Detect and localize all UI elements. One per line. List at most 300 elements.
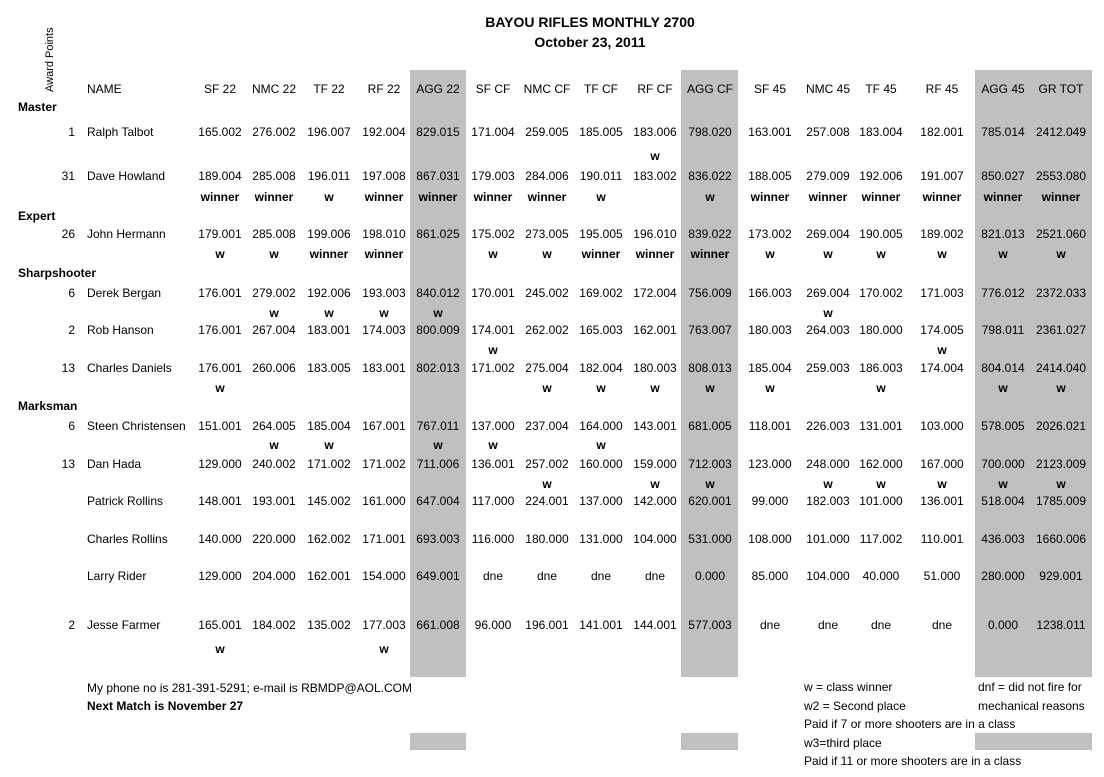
score-cell: 280.000 (981, 569, 1025, 583)
score-cell: 136.001 (471, 457, 515, 471)
score-cell: 1785.009 (1035, 494, 1087, 508)
class-label: Marksman (18, 399, 78, 413)
score-cell: 101.000 (859, 494, 903, 508)
score-cell: 183.002 (633, 169, 677, 183)
score-cell: 85.000 (751, 569, 789, 583)
score-cell: 171.002 (362, 457, 406, 471)
score-cell: 260.006 (252, 361, 296, 375)
award-mark: winner (309, 247, 349, 261)
score-cell: 800.009 (416, 323, 460, 337)
score-cell: 531.000 (688, 532, 732, 546)
agg45-footer-shade (975, 733, 1092, 750)
score-cell: 135.002 (307, 618, 351, 632)
award-mark: w (215, 247, 225, 261)
score-cell: 184.002 (252, 618, 296, 632)
legend-line: Paid if 7 or more shooters are in a class (804, 717, 1016, 731)
score-cell: 262.002 (525, 323, 569, 337)
award-mark: winner (473, 190, 513, 204)
score-cell: 2412.049 (1035, 125, 1087, 139)
award-points: 6 (68, 286, 75, 300)
score-cell: dne (931, 618, 953, 632)
score-cell: 700.000 (981, 457, 1025, 471)
award-mark: w (269, 438, 279, 452)
score-cell: 257.008 (806, 125, 850, 139)
score-cell: 829.015 (416, 125, 460, 139)
award-points: 1 (68, 125, 75, 139)
score-cell: 199.006 (307, 227, 351, 241)
score-cell: 118.001 (748, 419, 792, 433)
legend-line: w = class winner (804, 680, 893, 694)
shooter-name: Charles Rollins (87, 532, 168, 546)
score-cell: 763.007 (688, 323, 732, 337)
award-points: 26 (61, 227, 75, 241)
score-cell: dne (817, 618, 839, 632)
score-cell: 518.004 (981, 494, 1025, 508)
award-mark: w (998, 477, 1008, 491)
aggcf-footer-shade (681, 733, 738, 750)
award-mark: w (433, 306, 443, 320)
score-cell: 647.004 (416, 494, 460, 508)
score-cell: 2372.033 (1035, 286, 1087, 300)
col-header: SF 22 (203, 82, 236, 96)
score-cell: 798.011 (981, 323, 1025, 337)
score-cell: 104.000 (633, 532, 677, 546)
score-cell: 183.006 (633, 125, 677, 139)
score-cell: 144.001 (633, 618, 677, 632)
score-cell: 578.005 (981, 419, 1025, 433)
award-mark: w (937, 477, 947, 491)
col-header: TF 22 (313, 82, 345, 96)
award-mark: w (876, 247, 886, 261)
award-mark: w (488, 343, 498, 357)
score-cell: 279.009 (806, 169, 850, 183)
col-header: AGG CF (686, 82, 733, 96)
award-mark: winner (808, 190, 848, 204)
award-mark: w (876, 381, 886, 395)
score-cell: 151.001 (198, 419, 242, 433)
score-cell: 182.004 (579, 361, 623, 375)
score-cell: 140.000 (198, 532, 242, 546)
col-header: TF 45 (865, 82, 897, 96)
score-cell: 190.005 (859, 227, 903, 241)
award-points: 31 (61, 169, 75, 183)
score-cell: 276.002 (252, 125, 296, 139)
score-cell: 436.003 (981, 532, 1025, 546)
score-cell: 172.004 (633, 286, 677, 300)
score-cell: 171.003 (920, 286, 964, 300)
col-header: TF CF (584, 82, 618, 96)
award-mark: w (542, 381, 552, 395)
score-cell: 0.000 (987, 618, 1019, 632)
score-cell: 176.001 (198, 323, 242, 337)
score-cell: 170.002 (859, 286, 903, 300)
score-cell: 259.003 (806, 361, 850, 375)
score-cell: 240.002 (252, 457, 296, 471)
score-cell: 167.000 (920, 457, 964, 471)
score-cell: 175.002 (471, 227, 515, 241)
score-cell: 196.001 (525, 618, 569, 632)
score-cell: 171.001 (362, 532, 406, 546)
contact-info: My phone no is 281-391-5291; e-mail is RBMDP@AOL.COM (87, 681, 412, 695)
score-cell: 275.004 (525, 361, 569, 375)
award-mark: winner (364, 247, 404, 261)
score-cell: 185.005 (579, 125, 623, 139)
score-cell: 183.001 (362, 361, 406, 375)
col-header: GR TOT (1038, 82, 1084, 96)
award-mark: w (1056, 247, 1066, 261)
legend-line: w2 = Second place (804, 699, 906, 713)
score-cell: 661.008 (416, 618, 460, 632)
score-cell: 2414.040 (1035, 361, 1087, 375)
score-cell: 237.004 (525, 419, 569, 433)
score-cell: 165.001 (198, 618, 242, 632)
score-cell: 116.000 (471, 532, 515, 546)
score-cell: dne (644, 569, 666, 583)
dnf-note: mechanical reasons (978, 699, 1085, 713)
score-cell: 808.013 (688, 361, 732, 375)
award-mark: w (937, 247, 947, 261)
award-mark: w (379, 642, 389, 656)
score-cell: dne (870, 618, 892, 632)
score-cell: 196.007 (307, 125, 351, 139)
score-cell: 185.004 (307, 419, 351, 433)
score-cell: 185.004 (748, 361, 792, 375)
shooter-name: Steen Christensen (87, 419, 186, 433)
award-mark: winner (200, 190, 240, 204)
award-mark: w (823, 477, 833, 491)
score-cell: dne (536, 569, 558, 583)
score-cell: 245.002 (525, 286, 569, 300)
award-mark: w (650, 381, 660, 395)
score-cell: 195.005 (579, 227, 623, 241)
col-header: AGG 45 (981, 82, 1025, 96)
score-cell: 259.005 (525, 125, 569, 139)
score-cell: 177.003 (362, 618, 406, 632)
score-cell: 2123.009 (1035, 457, 1087, 471)
score-cell: 264.003 (806, 323, 850, 337)
score-cell: 173.002 (748, 227, 792, 241)
score-cell: 712.003 (688, 457, 732, 471)
score-cell: 279.002 (252, 286, 296, 300)
score-cell: 171.002 (307, 457, 351, 471)
col-header: AGG 22 (416, 82, 460, 96)
score-cell: 104.000 (806, 569, 850, 583)
class-label: Master (18, 100, 57, 114)
score-cell: 269.004 (806, 227, 850, 241)
score-cell: 162.001 (307, 569, 351, 583)
score-cell: 160.000 (579, 457, 623, 471)
score-cell: 163.001 (748, 125, 792, 139)
score-cell: 154.000 (362, 569, 406, 583)
score-cell: 193.003 (362, 286, 406, 300)
next-match: Next Match is November 27 (87, 699, 244, 713)
score-cell: 840.012 (416, 286, 460, 300)
score-cell: 171.002 (471, 361, 515, 375)
award-mark: w (705, 381, 715, 395)
score-cell: 226.003 (806, 419, 850, 433)
shooter-name: Larry Rider (87, 569, 147, 583)
award-mark: w (596, 381, 606, 395)
award-mark: w (765, 247, 775, 261)
score-cell: 196.011 (307, 169, 351, 183)
score-cell: 711.006 (416, 457, 460, 471)
score-cell: 192.006 (307, 286, 351, 300)
score-cell: 1660.006 (1035, 532, 1087, 546)
score-cell: 804.014 (981, 361, 1025, 375)
award-points: 13 (61, 361, 75, 375)
score-cell: 179.001 (198, 227, 242, 241)
score-cell: 143.001 (633, 419, 677, 433)
score-cell: 867.031 (416, 169, 460, 183)
score-cell: 204.000 (252, 569, 296, 583)
score-cell: 180.003 (748, 323, 792, 337)
score-cell: 182.001 (920, 125, 964, 139)
score-cell: 96.000 (474, 618, 512, 632)
score-cell: 174.004 (920, 361, 964, 375)
score-cell: 620.001 (688, 494, 732, 508)
col-header: NMC 22 (251, 82, 296, 96)
col-header: RF 22 (367, 82, 401, 96)
award-mark: winner (635, 247, 675, 261)
score-cell: 117.002 (859, 532, 903, 546)
award-mark: w (650, 477, 660, 491)
score-cell: 767.011 (416, 419, 460, 433)
award-mark: winner (861, 190, 901, 204)
score-cell: 186.003 (859, 361, 903, 375)
award-mark: w (1056, 381, 1066, 395)
score-cell: 180.000 (525, 532, 569, 546)
score-cell: 191.007 (920, 169, 964, 183)
class-label: Expert (18, 209, 56, 223)
score-cell: 2361.027 (1035, 323, 1087, 337)
award-mark: w (215, 642, 225, 656)
score-cell: 248.000 (806, 457, 850, 471)
col-header: SF 45 (753, 82, 786, 96)
score-cell: 141.001 (579, 618, 623, 632)
award-mark: w (765, 381, 775, 395)
award-mark: w (998, 381, 1008, 395)
score-cell: 167.001 (362, 419, 406, 433)
score-cell: 220.000 (252, 532, 296, 546)
score-cell: 183.004 (859, 125, 903, 139)
score-cell: 836.022 (688, 169, 732, 183)
score-cell: 693.003 (416, 532, 460, 546)
score-cell: 123.000 (748, 457, 792, 471)
shooter-name: Ralph Talbot (87, 125, 154, 139)
award-mark: w (324, 438, 334, 452)
score-cell: 198.010 (362, 227, 406, 241)
score-cell: 649.001 (416, 569, 460, 583)
score-cell: 148.001 (198, 494, 242, 508)
award-points: 13 (61, 457, 75, 471)
score-cell: dne (482, 569, 504, 583)
legend-line: w3=third place (804, 736, 882, 750)
award-mark: w (998, 247, 1008, 261)
award-mark: winner (418, 190, 458, 204)
score-cell: 1238.011 (1036, 618, 1086, 632)
award-mark: w (542, 477, 552, 491)
award-mark: w (937, 343, 947, 357)
score-cell: 257.002 (525, 457, 569, 471)
col-header: RF CF (637, 82, 673, 96)
score-cell: 264.005 (252, 419, 296, 433)
award-mark: winner (690, 247, 730, 261)
score-cell: 103.000 (920, 419, 964, 433)
award-mark: w (705, 190, 715, 204)
score-cell: 171.004 (471, 125, 515, 139)
score-cell: 145.002 (307, 494, 351, 508)
award-mark: w (379, 306, 389, 320)
award-mark: w (876, 477, 886, 491)
award-mark: winner (922, 190, 962, 204)
award-points: 2 (68, 618, 75, 632)
score-cell: 101.000 (806, 532, 850, 546)
dnf-note: dnf = did not fire for (978, 680, 1082, 694)
shooter-name: Dave Howland (87, 169, 166, 183)
score-cell: 174.001 (471, 323, 515, 337)
score-cell: 182.003 (806, 494, 850, 508)
score-cell: 196.010 (633, 227, 677, 241)
score-cell: 850.027 (981, 169, 1025, 183)
award-mark: w (488, 438, 498, 452)
col-header-name: NAME (87, 82, 122, 96)
score-cell: 162.001 (633, 323, 677, 337)
shooter-name: Dan Hada (87, 457, 142, 471)
col-header: NMC 45 (805, 82, 850, 96)
page-title: BAYOU RIFLES MONTHLY 2700 (485, 14, 695, 30)
score-cell: 192.004 (362, 125, 406, 139)
shooter-name: John Hermann (87, 227, 166, 241)
score-cell: 170.001 (471, 286, 515, 300)
score-cell: 161.000 (362, 494, 406, 508)
score-cell: 174.003 (362, 323, 406, 337)
shooter-name: Patrick Rollins (87, 494, 164, 508)
score-cell: 176.001 (198, 286, 242, 300)
score-cell: 99.000 (751, 494, 789, 508)
score-cell: 284.006 (525, 169, 569, 183)
score-cell: 174.005 (920, 323, 964, 337)
shooter-name: Jesse Farmer (87, 618, 161, 632)
award-points: 6 (68, 419, 75, 433)
award-mark: winner (983, 190, 1023, 204)
class-label: Sharpshooter (18, 266, 97, 280)
score-cell: 776.012 (981, 286, 1025, 300)
award-mark: winner (1041, 190, 1081, 204)
score-cell: 166.003 (748, 286, 792, 300)
score-cell: 802.013 (416, 361, 460, 375)
award-mark: w (705, 477, 715, 491)
score-cell: 183.001 (307, 323, 351, 337)
award-mark: w (542, 247, 552, 261)
score-cell: dne (759, 618, 781, 632)
shooter-name: Rob Hanson (87, 323, 154, 337)
score-cell: 193.001 (252, 494, 296, 508)
score-cell: 159.000 (633, 457, 677, 471)
award-mark: w (269, 247, 279, 261)
score-cell: 165.003 (579, 323, 623, 337)
award-points-label: Award Points (44, 27, 56, 92)
award-mark: w (433, 438, 443, 452)
score-cell: 273.005 (525, 227, 569, 241)
award-mark: w (215, 381, 225, 395)
score-cell: 681.005 (688, 419, 732, 433)
score-cell: 180.003 (633, 361, 677, 375)
award-mark: w (596, 190, 606, 204)
score-cell: 821.013 (981, 227, 1025, 241)
score-cell: 756.009 (688, 286, 732, 300)
score-cell: 189.002 (920, 227, 964, 241)
score-cell: 142.000 (633, 494, 677, 508)
award-mark: w (650, 149, 660, 163)
award-mark: winner (527, 190, 567, 204)
score-cell: 164.000 (579, 419, 623, 433)
score-cell: 162.002 (307, 532, 351, 546)
col-header: SF CF (475, 82, 511, 96)
col-header: NMC CF (523, 82, 571, 96)
score-cell: 162.000 (859, 457, 903, 471)
award-mark: w (596, 438, 606, 452)
agg22-footer-shade (410, 733, 466, 750)
score-cell: 785.014 (981, 125, 1025, 139)
score-cell: 137.000 (471, 419, 515, 433)
score-cell: 131.001 (859, 419, 903, 433)
award-mark: w (823, 306, 833, 320)
score-cell: 189.004 (198, 169, 242, 183)
score-cell: 577.003 (688, 618, 732, 632)
legend-line: Paid if 11 or more shooters are in a class (804, 754, 1022, 768)
award-mark: w (823, 247, 833, 261)
score-cell: 176.001 (198, 361, 242, 375)
score-cell: 129.000 (198, 569, 242, 583)
score-cell: 861.025 (416, 227, 460, 241)
award-points: 2 (68, 323, 75, 337)
award-mark: w (1056, 477, 1066, 491)
award-mark: w (324, 190, 334, 204)
award-mark: winner (254, 190, 294, 204)
award-mark: w (488, 247, 498, 261)
award-mark: winner (581, 247, 621, 261)
award-mark: w (269, 306, 279, 320)
score-cell: 169.002 (579, 286, 623, 300)
score-cell: 137.000 (579, 494, 623, 508)
score-cell: 2553.080 (1035, 169, 1087, 183)
score-cell: 267.004 (252, 323, 296, 337)
page-date: October 23, 2011 (534, 34, 646, 50)
score-cell: 136.001 (920, 494, 964, 508)
score-cell: 110.001 (920, 532, 964, 546)
award-mark: w (324, 306, 334, 320)
shooter-name: Charles Daniels (87, 361, 172, 375)
score-cell: 269.004 (806, 286, 850, 300)
score-cell: 929.001 (1039, 569, 1083, 583)
score-cell: 51.000 (923, 569, 961, 583)
score-cell: 839.022 (688, 227, 732, 241)
score-cell: 285.008 (252, 169, 296, 183)
score-cell: 2521.060 (1035, 227, 1087, 241)
score-cell: 131.000 (579, 532, 623, 546)
shooter-name: Derek Bergan (87, 286, 162, 300)
score-cell: 285.008 (252, 227, 296, 241)
score-cell: 0.000 (694, 569, 726, 583)
award-mark: winner (364, 190, 404, 204)
score-cell: 2026.021 (1035, 419, 1087, 433)
score-cell: 40.000 (862, 569, 900, 583)
col-header: RF 45 (925, 82, 959, 96)
score-cell: 117.000 (471, 494, 515, 508)
score-cell: 197.008 (362, 169, 406, 183)
award-mark: winner (750, 190, 790, 204)
score-cell: 190.011 (579, 169, 623, 183)
